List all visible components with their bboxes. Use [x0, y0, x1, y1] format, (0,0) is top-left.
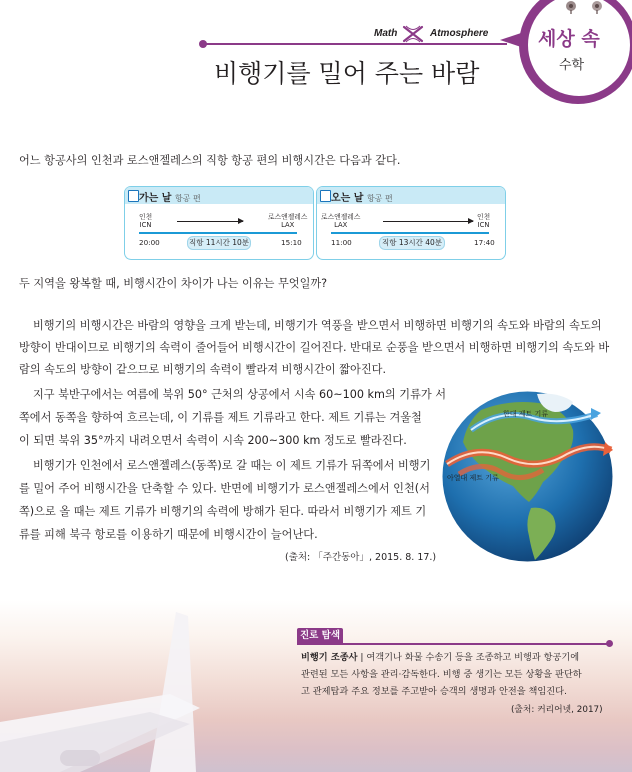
career-job-title: 비행기 조종사: [301, 652, 358, 663]
inbound-label-small: 항공 편: [366, 194, 393, 203]
inbound-arrow: [383, 221, 473, 222]
outbound-route-line: [139, 232, 297, 234]
header-rule: [202, 43, 507, 45]
inbound-to-city: 인천: [477, 213, 491, 221]
header-math-word: Math: [374, 28, 398, 39]
flower-icon: [586, 0, 608, 14]
career-separator: |: [360, 652, 364, 663]
outbound-from-city: 인천: [139, 213, 153, 221]
career-tag: 진로 탐색: [297, 628, 343, 643]
polar-jet-arrowhead: [591, 408, 601, 420]
inbound-to: [477, 213, 490, 229]
calendar-icon: [320, 190, 331, 202]
outbound-to-city: 로스앤젤레스: [268, 213, 308, 221]
outbound-to-code: LAX: [281, 221, 295, 229]
outbound-to: [268, 213, 307, 229]
inbound-from-city: 로스앤젤레스: [321, 213, 361, 221]
flower-icon: [560, 0, 582, 14]
globe-illustration: [441, 390, 614, 563]
page-title: 비행기를 밀어 주는 바람: [214, 59, 480, 88]
badge-title: 세상 속: [538, 28, 600, 50]
outbound-label: [139, 189, 201, 204]
paragraph-line: 지구 북반구에서는 여름에 북위 50° 근처의 상공에서 시속 60~100 km의 기류가 서: [33, 388, 447, 401]
career-line-text: 여객기나 화물 수송기 등을 조종하고 비행과 항공기에: [366, 652, 580, 663]
career-source: (출처: 커리어넷, 2017): [511, 705, 603, 715]
outbound-label-text: 가는 날: [139, 193, 172, 204]
career-dot: [606, 640, 613, 647]
header-atmosphere-word: Atmosphere: [430, 28, 489, 39]
inbound-route-line: [331, 232, 489, 234]
paragraph-line: 비행기의 비행시간은 바람의 영향을 크게 받는데, 비행기가 역풍을 받으면서 비행하면 비행기의 속도와 바람의 속도의: [33, 319, 602, 332]
inbound-depart: 11:00: [331, 238, 352, 247]
polar-jet-label: 한대 제트 기류: [503, 410, 549, 418]
inbound-label-text: 오는 날: [331, 193, 364, 204]
outbound-depart: 20:00: [139, 238, 160, 247]
outbound-duration: 직항 11시간 10분: [187, 236, 251, 250]
inbound-flight-box: [316, 186, 506, 260]
outbound-from: [139, 213, 152, 229]
question-text: 두 지역을 왕복할 때, 비행시간이 차이가 나는 이유는 무엇일까?: [19, 277, 328, 290]
paragraph-line: 류를 피해 북극 항로를 이용하기 때문에 비행시간이 늘어난다.: [19, 528, 318, 541]
career-line-1: [301, 650, 579, 667]
inbound-duration: 직항 13시간 40분: [379, 236, 445, 250]
paragraph-line: 를 밀어 주어 비행시간을 단축할 수 있다. 반면에 비행기가 로스앤젤레스에서 인천(서: [19, 482, 430, 495]
paragraph-line: 쪽)으로 올 때는 제트 기류가 비행기의 속력에 방해가 된다. 따라서 비행기가 제트 기: [19, 505, 427, 518]
outbound-arrive: 15:10: [281, 238, 302, 247]
badge-subtitle: 수학: [559, 58, 585, 73]
paragraph-line: 방향이 반대이므로 비행기의 속력이 줄어들어 비행시간이 길어진다. 반대로 순풍을 받으면서 비행하면 비행기의 속도와 바: [19, 341, 610, 354]
paragraph-line: 비행기가 인천에서 로스앤젤레스(동쪽)로 갈 때는 이 제트 기류가 뒤쪽에서 비행기: [33, 459, 431, 472]
source-citation: (출처: 「주간동아」, 2015. 8. 17.): [285, 552, 437, 563]
paragraph-line: 이 되면 북위 35°까지 내려오면서 속력이 시속 200~300 km 정도로 빨라진다.: [19, 434, 407, 447]
career-rule: [297, 643, 609, 645]
career-line-2: 관련된 모든 사항을 관리·감독한다. 비행 중 생기는 모든 상황을 판단하: [301, 669, 582, 680]
outbound-from-code: ICN: [139, 221, 152, 229]
inbound-from-code: LAX: [334, 221, 348, 229]
inbound-label: [331, 189, 393, 204]
intro-text: 어느 항공사의 인천과 로스앤젤레스의 직항 항공 편의 비행시간은 다음과 같다.: [19, 154, 401, 167]
inbound-to-code: ICN: [477, 221, 490, 229]
outbound-flight-box: [124, 186, 314, 260]
inbound-from: [321, 213, 360, 229]
inbound-arrive: 17:40: [474, 238, 495, 247]
subtropical-jet-label: 아열대 제트 기류: [447, 474, 499, 482]
cross-icon: [401, 25, 425, 43]
calendar-icon: [128, 190, 139, 202]
paragraph-line: 람의 속도의 방향이 같으므로 비행기의 속력이 빨라져 비행시간이 짧아진다.: [19, 363, 387, 376]
career-line-3: 고 관제탑과 주요 정보를 주고받아 승객의 생명과 안전을 책임진다.: [301, 686, 567, 697]
paragraph-line: 쪽에서 동쪽을 향하여 흐르는데, 이 기류를 제트 기류라고 한다. 제트 기류는 겨울철: [19, 411, 422, 424]
outbound-arrow: [177, 221, 243, 222]
outbound-label-small: 항공 편: [174, 194, 201, 203]
